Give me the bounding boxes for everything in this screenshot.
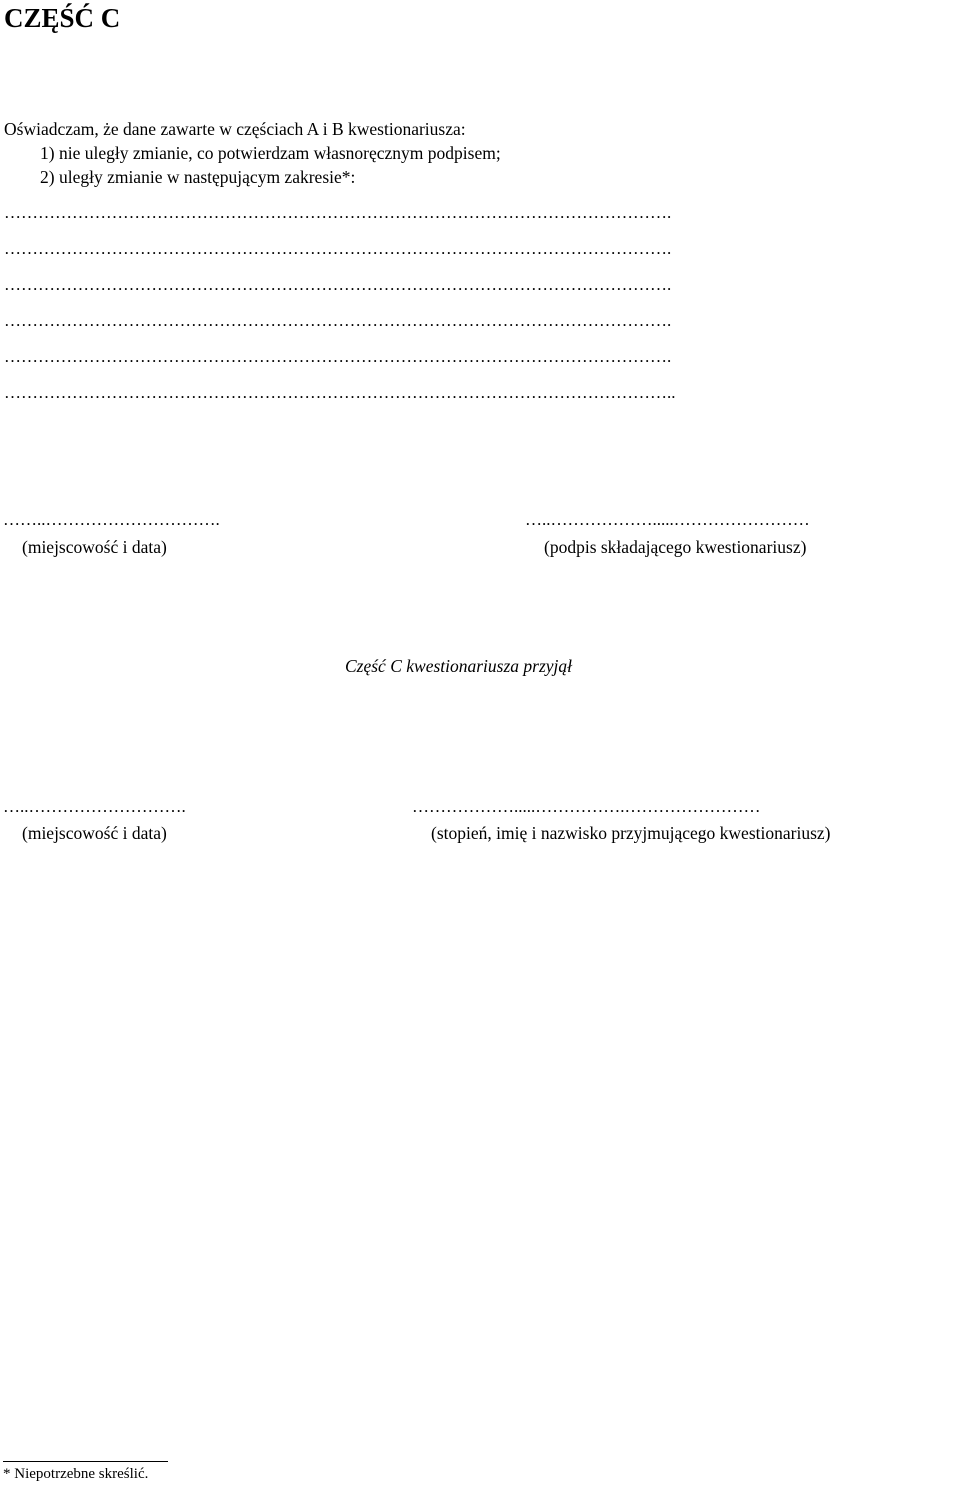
declaration-item-1: 1) nie uległy zmianie, co potwierdzam własnoręcznym podpisem; (40, 143, 501, 163)
fill-line: ………………………………………………………………………………………………………. (4, 275, 672, 294)
footnote-separator (3, 1461, 168, 1462)
fill-line: ………………………………………………………………………………………………………. (4, 239, 672, 258)
declaration-intro: Oświadczam, że dane zawarte w częściach A i B kwestionariusza: (4, 119, 466, 139)
received-heading: Część C kwestionariusza przyjął (345, 656, 573, 676)
section-heading: CZĘŚĆ C (4, 3, 121, 33)
fill-line: ………………………………………………………………………………………………………. (4, 311, 672, 330)
fill-line: ……………………………………………………………………………………………………….. (4, 383, 676, 402)
place-date-dots-2: …..………………………. (3, 797, 186, 816)
place-date-dots: ……..…………………………. (3, 510, 220, 529)
fill-line: ………………………………………………………………………………………………………. (4, 347, 672, 366)
place-date-label-2: (miejscowość i data) (22, 823, 167, 843)
receiver-label: (stopień, imię i nazwisko przyjmującego kwestionariusz) (431, 823, 831, 843)
fill-line: ………………………………………………………………………………………………………. (4, 203, 672, 222)
signature-dots: …..……………….....…………………… (525, 510, 810, 529)
receiver-dots: ……………….....…………….…………………… (412, 797, 761, 816)
footnote: * Niepotrzebne skreślić. (3, 1466, 149, 1482)
signature-label: (podpis składającego kwestionariusz) (544, 537, 807, 557)
place-date-label: (miejscowość i data) (22, 537, 167, 557)
declaration-item-2: 2) uległy zmianie w następującym zakresie*: (40, 167, 356, 187)
